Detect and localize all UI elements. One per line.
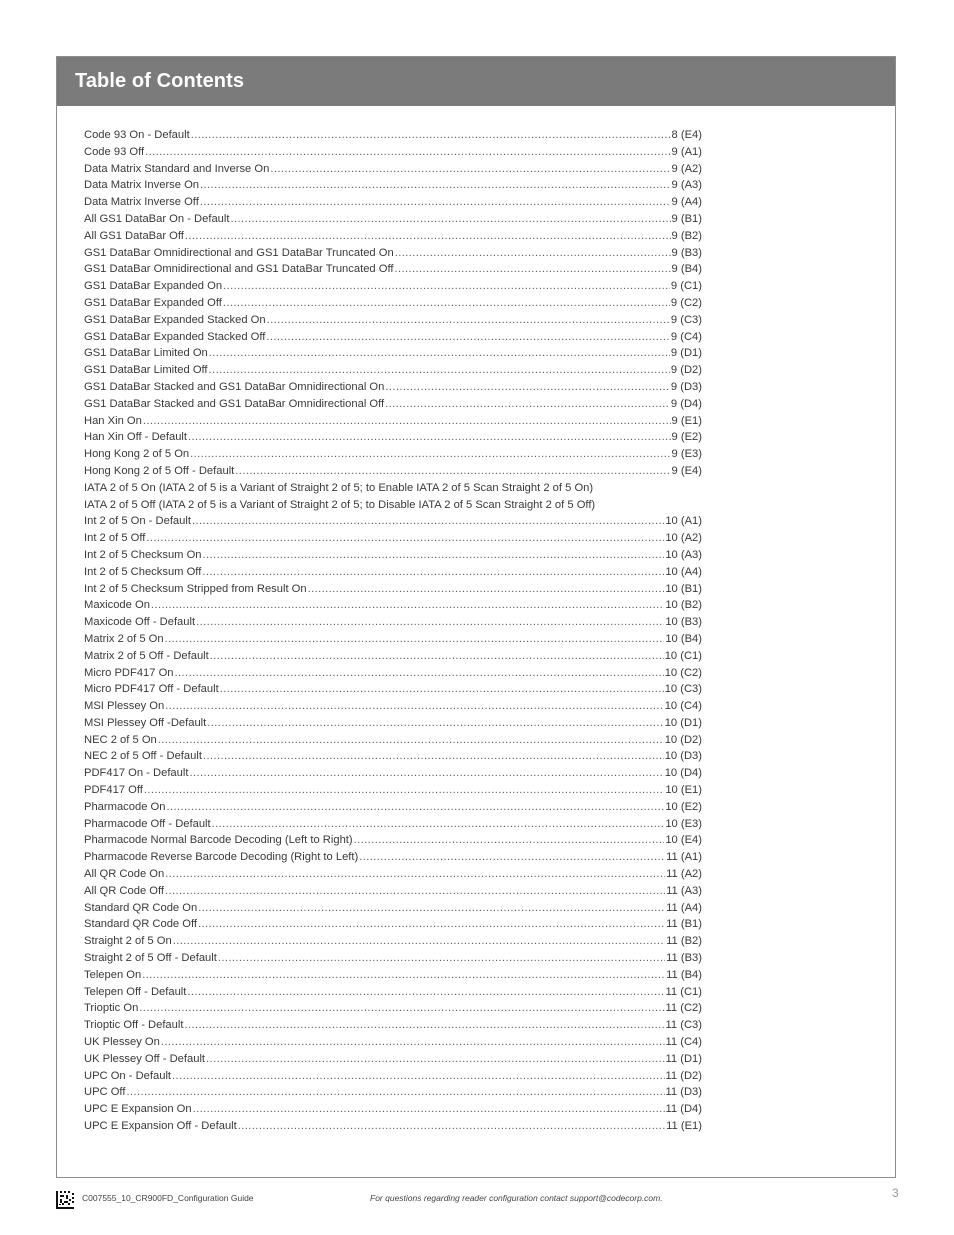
toc-entry (84, 362, 702, 379)
toc-dot-leader (206, 1051, 664, 1068)
toc-entry-title: Straight 2 of 5 Off - Default (84, 952, 217, 965)
toc-entry-page: 9 (E2) (671, 431, 702, 444)
toc-entry-title: GS1 DataBar Expanded Stacked Off (84, 330, 266, 343)
toc-entry-page: 9 (E3) (671, 448, 702, 461)
toc-entry-page: 9 (E4) (671, 464, 702, 477)
toc-entry (84, 127, 702, 144)
toc-entry-title: Int 2 of 5 Checksum Off (84, 565, 202, 578)
toc-dot-leader (200, 177, 671, 194)
toc-dot-leader (223, 278, 670, 295)
toc-dot-leader (146, 530, 664, 547)
toc-entry-page: 10 (E3) (665, 817, 702, 830)
toc-entry-title: Pharmacode Reverse Barcode Decoding (Right to Left) (84, 851, 359, 864)
toc-entry (84, 177, 702, 194)
toc-entry-page: 9 (A1) (671, 145, 702, 158)
toc-entry-page: 10 (E4) (665, 834, 702, 847)
toc-entry-page: 9 (C2) (670, 296, 702, 309)
toc-entry-title: GS1 DataBar Expanded On (84, 280, 223, 293)
toc-entry-page: 11 (D1) (665, 1052, 702, 1065)
toc-dot-leader (385, 379, 670, 396)
toc-entry-page: 11 (C4) (665, 1036, 702, 1049)
toc-dot-leader (220, 681, 664, 698)
toc-dot-leader (126, 1084, 664, 1101)
toc-entry (84, 581, 702, 598)
toc-dot-leader (203, 547, 665, 564)
toc-dot-leader (212, 816, 665, 833)
toc-entry (84, 480, 702, 497)
toc-entry (84, 732, 702, 749)
toc-entry (84, 832, 702, 849)
toc-entry-title: Int 2 of 5 Off (84, 532, 146, 545)
support-contact: For questions regarding reader configuration contact support@codecorp.com. (370, 1193, 663, 1203)
toc-entry-title: Maxicode Off - Default (84, 616, 196, 629)
toc-entry-title: Straight 2 of 5 On (84, 935, 172, 948)
toc-entry-page: 10 (C4) (664, 700, 702, 713)
toc-dot-leader (175, 665, 664, 682)
toc-dot-leader (172, 1068, 664, 1085)
toc-entry (84, 782, 702, 799)
toc-dot-leader (218, 950, 665, 967)
toc-entry (84, 463, 702, 480)
toc-dot-leader (198, 900, 665, 917)
toc-entry-page: 9 (A3) (671, 179, 702, 192)
toc-entry (84, 816, 702, 833)
toc-entry-title: Micro PDF417 Off - Default (84, 683, 219, 696)
toc-entry (84, 715, 702, 732)
toc-entry-page: 9 (B1) (671, 212, 702, 225)
toc-dot-leader (139, 1000, 664, 1017)
toc-entry (84, 597, 702, 614)
toc-entry-page: 10 (B1) (665, 582, 702, 595)
toc-entry (84, 1000, 702, 1017)
toc-dot-leader (223, 295, 670, 312)
toc-entry-title: All GS1 DataBar On - Default (84, 212, 230, 225)
toc-dot-leader (144, 782, 664, 799)
toc-entry (84, 1068, 702, 1085)
toc-entry (84, 194, 702, 211)
toc-entry (84, 1084, 702, 1101)
toc-entry (84, 916, 702, 933)
toc-entry-title: MSI Plessey Off -Default (84, 716, 207, 729)
toc-entry-title: Han Xin Off - Default (84, 431, 188, 444)
toc-entry-title: Telepen Off - Default (84, 985, 187, 998)
toc-entry (84, 748, 702, 765)
toc-dot-leader (193, 1101, 665, 1118)
toc-entry (84, 1034, 702, 1051)
content-frame (56, 56, 896, 1178)
toc-entry (84, 564, 702, 581)
toc-entry-title: PDF417 On - Default (84, 767, 189, 780)
toc-entry-page: 9 (B2) (671, 229, 702, 242)
toc-dot-leader (161, 1034, 665, 1051)
toc-entry (84, 513, 702, 530)
toc-entry-title: Han Xin On (84, 414, 142, 427)
toc-entry-title: UK Plessey On (84, 1036, 160, 1049)
toc-entry-title: Data Matrix Standard and Inverse On (84, 162, 270, 175)
toc-dot-leader (198, 916, 665, 933)
toc-entry (84, 866, 702, 883)
toc-entry (84, 446, 702, 463)
toc-entry-title: Maxicode On (84, 599, 150, 612)
toc-dot-leader (207, 715, 663, 732)
toc-entry (84, 161, 702, 178)
toc-dot-leader (266, 329, 670, 346)
toc-entry (84, 497, 702, 514)
toc-entry-page: 10 (C2) (664, 666, 702, 679)
toc-entry-page: 10 (A3) (665, 548, 702, 561)
toc-entry (84, 278, 702, 295)
toc-entry-title: Pharmacode Off - Default (84, 817, 211, 830)
toc-entry (84, 379, 702, 396)
toc-entry (84, 261, 702, 278)
toc-entry-page: 9 (B3) (671, 246, 702, 259)
toc-dot-leader (235, 463, 670, 480)
toc-dot-leader (185, 228, 671, 245)
toc-entry-title: UK Plessey Off - Default (84, 1052, 206, 1065)
toc-entry (84, 345, 702, 362)
toc-entry (84, 883, 702, 900)
document-id: C007555_10_CR900FD_Configuration Guide (82, 1193, 254, 1203)
toc-entry-page: 9 (D4) (670, 397, 702, 410)
toc-entry (84, 429, 702, 446)
toc-entry-title: GS1 DataBar Expanded Off (84, 296, 222, 309)
toc-entry-page: 10 (D1) (664, 716, 702, 729)
toc-dot-leader (184, 1017, 664, 1034)
toc-entry-title: All QR Code On (84, 868, 165, 881)
toc-entry-page: 10 (A4) (665, 565, 702, 578)
toc-entry (84, 849, 702, 866)
toc-entry-title: Hong Kong 2 of 5 Off - Default (84, 464, 235, 477)
toc-entry-title: Pharmacode On (84, 800, 166, 813)
toc-entry (84, 329, 702, 346)
toc-entry-title: GS1 DataBar Expanded Stacked On (84, 313, 266, 326)
toc-entry (84, 1118, 702, 1135)
toc-dot-leader (238, 1118, 665, 1135)
toc-dot-leader (196, 614, 664, 631)
toc-entry-title: GS1 DataBar Limited On (84, 347, 208, 360)
toc-entry (84, 631, 702, 648)
toc-dot-leader (209, 345, 670, 362)
toc-entry-title: PDF417 Off (84, 784, 143, 797)
toc-dot-leader (394, 261, 670, 278)
toc-dot-leader (165, 698, 663, 715)
toc-entry-title: UPC On - Default (84, 1069, 172, 1082)
toc-entry-title: GS1 DataBar Limited Off (84, 364, 208, 377)
toc-entry-page: 10 (E1) (665, 784, 702, 797)
toc-dot-leader (354, 832, 665, 849)
toc-entry (84, 413, 702, 430)
toc-entry (84, 1101, 702, 1118)
toc-dot-leader (202, 564, 664, 581)
toc-entry-title: Trioptic On (84, 1002, 139, 1015)
toc-entry-title: Trioptic Off - Default (84, 1019, 184, 1032)
toc-entry (84, 648, 702, 665)
toc-dot-leader (187, 984, 664, 1001)
toc-entry (84, 547, 702, 564)
toc-entry-title: Micro PDF417 On (84, 666, 174, 679)
table-of-contents (84, 127, 702, 1135)
toc-dot-leader (143, 413, 671, 430)
toc-entry-page: 11 (C3) (665, 1019, 702, 1032)
toc-entry (84, 211, 702, 228)
toc-entry-page: 11 (D2) (665, 1069, 702, 1082)
toc-entry-page: 11 (B3) (666, 952, 702, 965)
toc-entry-page: 10 (D3) (664, 750, 702, 763)
toc-entry (84, 950, 702, 967)
toc-entry-page: 9 (A2) (671, 162, 702, 175)
toc-entry-page: 9 (E1) (671, 414, 702, 427)
page-title: Table of Contents (75, 70, 245, 92)
toc-dot-leader (189, 765, 663, 782)
toc-entry-page: 11 (A3) (666, 884, 702, 897)
toc-entry (84, 967, 702, 984)
toc-entry (84, 396, 702, 413)
toc-dot-leader (145, 144, 670, 161)
toc-entry-title: GS1 DataBar Stacked and GS1 DataBar Omnidirectional Off (84, 397, 385, 410)
toc-entry-title: Int 2 of 5 Checksum Stripped from Result On (84, 582, 307, 595)
toc-entry-page: 10 (E2) (665, 800, 702, 813)
section-header (57, 57, 895, 106)
toc-dot-leader (385, 396, 670, 413)
toc-entry-title: UPC Off (84, 1086, 126, 1099)
toc-entry-page: 11 (D4) (665, 1103, 702, 1116)
toc-entry-page: 11 (A2) (666, 868, 702, 881)
toc-entry-title: IATA 2 of 5 On (IATA 2 of 5 is a Variant of Straight 2 of 5; to Enable IATA 2 of 5 Scan Straight 2 of 5 On) (84, 481, 594, 494)
toc-dot-leader (191, 127, 671, 144)
toc-entry-page: 11 (B2) (666, 935, 702, 948)
toc-entry-page: 11 (E1) (666, 1120, 702, 1133)
toc-entry (84, 245, 702, 262)
toc-dot-leader (395, 245, 671, 262)
toc-entry-title: Data Matrix Inverse Off (84, 196, 199, 209)
toc-dot-leader (165, 883, 665, 900)
toc-entry-title: Matrix 2 of 5 On (84, 632, 164, 645)
toc-dot-leader (142, 967, 665, 984)
toc-entry (84, 933, 702, 950)
toc-entry (84, 295, 702, 312)
toc-dot-leader (210, 648, 664, 665)
toc-entry-page: 11 (D3) (665, 1086, 702, 1099)
toc-entry (84, 144, 702, 161)
toc-dot-leader (173, 933, 665, 950)
toc-entry-title: Matrix 2 of 5 Off - Default (84, 649, 209, 662)
toc-entry (84, 900, 702, 917)
toc-dot-leader (308, 581, 665, 598)
toc-entry-page: 11 (B4) (666, 968, 702, 981)
toc-dot-leader (200, 194, 671, 211)
toc-entry-title: UPC E Expansion Off - Default (84, 1120, 237, 1133)
toc-entry-page: 10 (A1) (665, 515, 702, 528)
toc-entry (84, 1017, 702, 1034)
toc-entry-title: GS1 DataBar Omnidirectional and GS1 DataBar Truncated Off (84, 263, 394, 276)
toc-entry-page: 11 (C2) (665, 1002, 702, 1015)
toc-entry-page: 9 (D1) (670, 347, 702, 360)
toc-entry (84, 1051, 702, 1068)
toc-entry-page: 9 (A4) (671, 196, 702, 209)
toc-entry-page: 11 (C1) (665, 985, 702, 998)
toc-entry-page: 10 (A2) (665, 532, 702, 545)
toc-dot-leader (166, 799, 664, 816)
toc-dot-leader (203, 748, 664, 765)
page-footer (56, 1188, 904, 1214)
toc-entry (84, 765, 702, 782)
toc-entry-page: 11 (A1) (666, 851, 702, 864)
toc-dot-leader (151, 597, 664, 614)
toc-entry-title: All QR Code Off (84, 884, 165, 897)
toc-entry (84, 984, 702, 1001)
toc-entry (84, 698, 702, 715)
toc-entry-title: Code 93 Off (84, 145, 145, 158)
toc-entry-page: 11 (B1) (666, 918, 702, 931)
toc-entry-page: 9 (D2) (670, 364, 702, 377)
toc-entry-title: Int 2 of 5 Checksum On (84, 548, 202, 561)
toc-entry-page: 9 (C3) (670, 313, 702, 326)
toc-entry-title: Pharmacode Normal Barcode Decoding (Left to Right) (84, 834, 353, 847)
toc-entry-page: 10 (B3) (665, 616, 702, 629)
toc-entry-title: Standard QR Code On (84, 901, 198, 914)
toc-dot-leader (165, 631, 665, 648)
toc-entry-title: NEC 2 of 5 On (84, 733, 157, 746)
toc-dot-leader (165, 866, 665, 883)
toc-dot-leader (359, 849, 665, 866)
toc-entry (84, 530, 702, 547)
toc-entry-page: 8 (E4) (671, 129, 702, 141)
toc-dot-leader (188, 429, 671, 446)
toc-entry-title: Standard QR Code Off (84, 918, 197, 931)
toc-dot-leader (267, 312, 670, 329)
toc-entry (84, 681, 702, 698)
toc-entry-title: Int 2 of 5 On - Default (84, 515, 191, 528)
toc-dot-leader (231, 211, 671, 228)
toc-entry-title: UPC E Expansion On (84, 1103, 192, 1116)
toc-entry-title: Hong Kong 2 of 5 On (84, 448, 190, 461)
toc-entry-page: 9 (D3) (670, 380, 702, 393)
toc-entry-title: GS1 DataBar Stacked and GS1 DataBar Omnidirectional On (84, 380, 385, 393)
toc-entry-title: All GS1 DataBar Off (84, 229, 184, 242)
toc-entry-title: Telepen On (84, 968, 142, 981)
toc-entry-page: 9 (C1) (670, 280, 702, 293)
toc-entry (84, 312, 702, 329)
toc-entry (84, 228, 702, 245)
toc-dot-leader (270, 161, 670, 178)
toc-entry-page: 9 (C4) (670, 330, 702, 343)
toc-entry-page: 10 (B2) (665, 599, 702, 612)
toc-entry-title: IATA 2 of 5 Off (IATA 2 of 5 is a Variant of Straight 2 of 5; to Disable IATA 2 of 5 Scan Straight 2 of 5 Off) (84, 498, 596, 511)
data-matrix-code-icon (56, 1191, 74, 1209)
toc-entry-page: 10 (C1) (664, 649, 702, 662)
toc-entry (84, 665, 702, 682)
toc-dot-leader (209, 362, 670, 379)
toc-dot-leader (158, 732, 664, 749)
toc-entry-page: 10 (D2) (664, 733, 702, 746)
toc-dot-leader (192, 513, 664, 530)
page-number: 3 (892, 1186, 899, 1200)
toc-entry (84, 799, 702, 816)
toc-entry-page: 10 (C3) (664, 683, 702, 696)
toc-dot-leader (190, 446, 670, 463)
toc-entry-page: 10 (D4) (664, 767, 702, 780)
toc-entry-page: 11 (A4) (666, 901, 702, 914)
toc-entry-page: 9 (B4) (671, 263, 702, 276)
toc-entry-title: Code 93 On - Default (84, 129, 190, 141)
toc-entry-title: NEC 2 of 5 Off - Default (84, 750, 202, 763)
toc-entry-title: MSI Plessey On (84, 700, 165, 713)
toc-entry-title: GS1 DataBar Omnidirectional and GS1 DataBar Truncated On (84, 246, 394, 259)
toc-entry-title: Data Matrix Inverse On (84, 179, 200, 192)
toc-entry (84, 614, 702, 631)
toc-entry-page: 10 (B4) (665, 632, 702, 645)
